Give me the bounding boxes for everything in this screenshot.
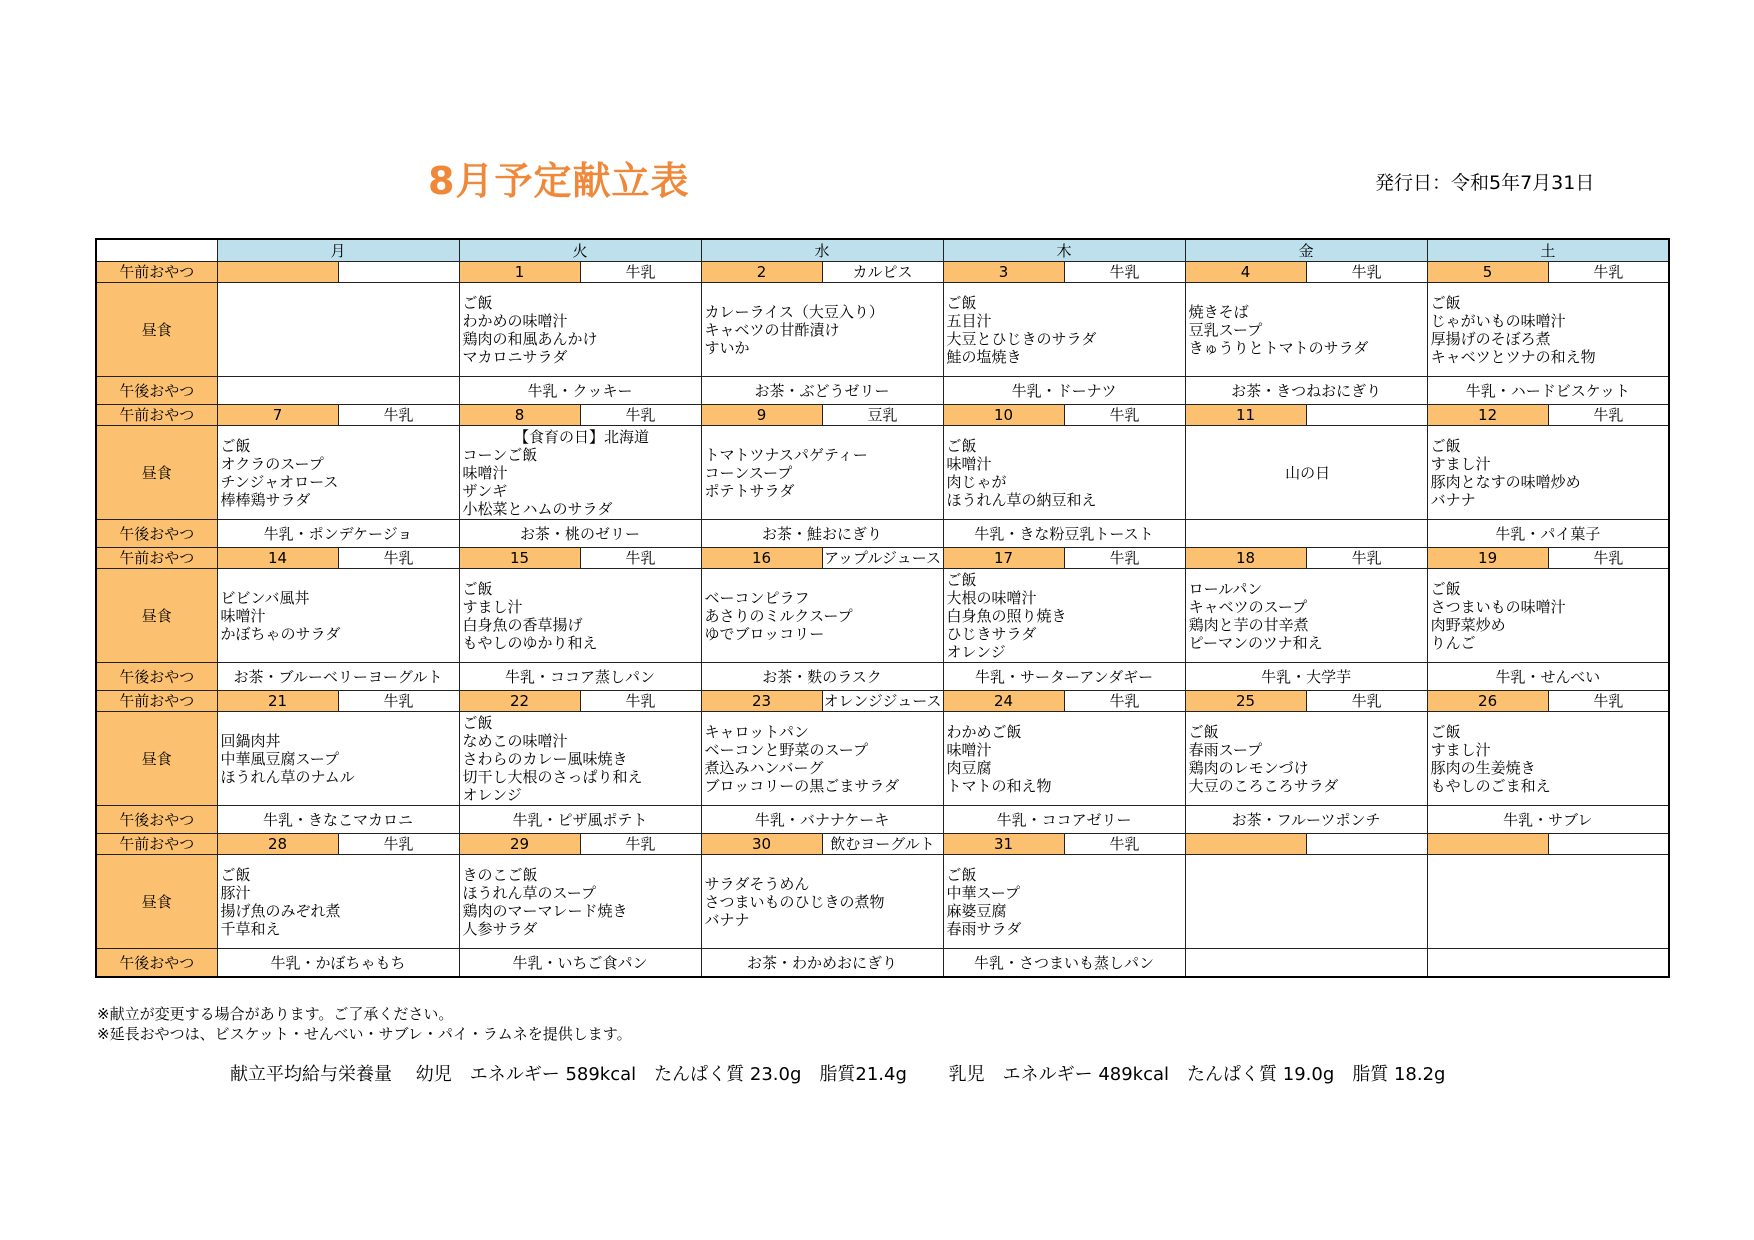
lunch-cell: [1427, 426, 1669, 520]
lunch-item: 豚汁: [220, 883, 251, 902]
lunch-cell: [701, 712, 943, 806]
lunch-cell: [1427, 855, 1669, 949]
pm-snack: 牛乳・大学芋: [1185, 663, 1427, 691]
lunch-item: すまし汁: [1430, 740, 1491, 759]
lunch-item: あさりのミルクスープ: [704, 606, 853, 625]
nutrition-summary: 献立平均給与栄養量 幼児 エネルギー 589kcal たんぱく質 23.0g 脂質21.4g 乳児 エネルギー 489kcal たんぱく質 19.0g 脂質 18.2g: [230, 1064, 1446, 1085]
date-cell: [1185, 834, 1306, 855]
pm-snack: 牛乳・クッキー: [459, 377, 701, 405]
lunch-item: ベーコンピラフ: [704, 588, 810, 607]
am-drink: 牛乳: [580, 548, 701, 569]
pm-snack: 牛乳・ココア蒸しパン: [459, 663, 701, 691]
pm-snack: 牛乳・ココアゼリー: [943, 806, 1185, 834]
weekday-header-row: [96, 239, 1669, 262]
date-cell: 1: [459, 262, 580, 283]
lunch-item: ベーコンと野菜のスープ: [704, 740, 869, 759]
pm-snack: [1185, 520, 1427, 548]
lunch-item: ロールパン: [1188, 579, 1263, 598]
lunch-item: ほうれん草のスープ: [462, 883, 597, 902]
lunch-cell: [943, 712, 1185, 806]
lunch-item: ブロッコリーの黒ごまサラダ: [704, 776, 900, 795]
row-label-pm: 午後おやつ: [96, 663, 217, 691]
weekday-header: 水: [701, 239, 943, 262]
lunch-item: キャベツのスープ: [1188, 597, 1308, 616]
am-drink: [1306, 834, 1427, 855]
row-label-am: 午前おやつ: [96, 691, 217, 712]
pm-snack: [217, 377, 459, 405]
lunch-item: 春雨スープ: [1188, 740, 1263, 759]
lunch-item: トマトの和え物: [946, 776, 1052, 795]
lunch-cell: [459, 855, 701, 949]
pm-snack: お茶・フルーツポンチ: [1185, 806, 1427, 834]
lunch-item: すまし汁: [462, 597, 523, 616]
lunch-item: 味噌汁: [946, 454, 992, 473]
date-cell: 15: [459, 548, 580, 569]
lunch-cell: [217, 855, 459, 949]
lunch-cell: [459, 426, 701, 520]
pm-snack: 牛乳・いちご食パン: [459, 949, 701, 978]
lunch-item: さつまいものひじきの煮物: [704, 892, 885, 911]
lunch-cell: [459, 569, 701, 663]
lunch-cell: [943, 283, 1185, 377]
lunch-item: 切干し大根のさっぱり和え: [462, 767, 643, 786]
row-label-am: 午前おやつ: [96, 834, 217, 855]
lunch-item: きのこご飯: [462, 865, 538, 884]
pm-snack: 牛乳・パイ菓子: [1427, 520, 1669, 548]
lunch-item: オクラのスープ: [220, 454, 324, 473]
lunch-item: トマトツナスパゲティー: [704, 445, 868, 464]
am-drink: 牛乳: [1306, 548, 1427, 569]
date-cell: 3: [943, 262, 1064, 283]
pm-snack: お茶・わかめおにぎり: [701, 949, 943, 978]
note-line: ※献立が変更する場合があります。ご了承ください。: [97, 1005, 454, 1023]
lunch-item: 大豆とひじきのサラダ: [946, 329, 1097, 348]
lunch-item: キャベツの甘酢漬け: [704, 320, 840, 339]
date-cell: 24: [943, 691, 1064, 712]
page-title: 8月予定献立表: [428, 159, 690, 203]
lunch-item: バナナ: [1430, 490, 1476, 509]
lunch-cell: [217, 569, 459, 663]
row-label-am: 午前おやつ: [96, 548, 217, 569]
row-label-pm: 午後おやつ: [96, 806, 217, 834]
am-drink: カルピス: [822, 262, 943, 283]
lunch-item: オレンジ: [946, 642, 1006, 661]
date-cell: 4: [1185, 262, 1306, 283]
lunch-item: 麻婆豆腐: [946, 901, 1007, 920]
am-drink: 牛乳: [338, 691, 459, 712]
lunch-item: きゅうりとトマトのサラダ: [1188, 338, 1369, 357]
lunch-item: 煮込みハンバーグ: [704, 758, 824, 777]
pm-snack-row: [96, 663, 1669, 691]
lunch-item: ご飯: [462, 713, 493, 732]
menu-table: [95, 238, 1670, 978]
date-cell: [1427, 834, 1548, 855]
lunch-item: ご飯: [220, 436, 251, 455]
date-cell: 17: [943, 548, 1064, 569]
lunch-item: 鶏肉のレモンづけ: [1188, 758, 1309, 777]
lunch-item: 豆乳スープ: [1188, 320, 1263, 339]
lunch-row: [96, 426, 1669, 520]
pm-snack: お茶・桃のゼリー: [459, 520, 701, 548]
weekday-header: 火: [459, 239, 701, 262]
lunch-item: ご飯: [220, 865, 251, 884]
lunch-cell: [217, 426, 459, 520]
row-label-pm: 午後おやつ: [96, 949, 217, 978]
lunch-item: かぼちゃのサラダ: [220, 624, 341, 643]
am-snack-row: [96, 834, 1669, 855]
weekday-header: 月: [217, 239, 459, 262]
lunch-cell: [1427, 569, 1669, 663]
lunch-row: [96, 283, 1669, 377]
lunch-item: キャベツとツナの和え物: [1430, 347, 1596, 366]
header-corner: [96, 239, 217, 262]
lunch-item: 人参サラダ: [462, 919, 538, 938]
am-drink: 牛乳: [580, 834, 701, 855]
date-cell: 8: [459, 405, 580, 426]
lunch-item: コーンご飯: [462, 445, 538, 464]
date-cell: 7: [217, 405, 338, 426]
lunch-item: 豚肉の生姜焼き: [1430, 758, 1536, 777]
pm-snack: 牛乳・かぼちゃもち: [217, 949, 459, 978]
date-cell: 14: [217, 548, 338, 569]
lunch-item: 豚肉となすの味噌炒め: [1430, 472, 1581, 491]
lunch-item: なめこの味噌汁: [462, 731, 568, 750]
lunch-item: キャロットパン: [704, 722, 809, 741]
lunch-item: 山の日: [1285, 463, 1331, 482]
pm-snack-row: [96, 520, 1669, 548]
notes: [97, 1004, 632, 1044]
lunch-cell: [1185, 712, 1427, 806]
am-drink: 牛乳: [1064, 691, 1185, 712]
am-drink: オレンジジュース: [823, 692, 942, 710]
am-drink: 牛乳: [1064, 548, 1185, 569]
lunch-item: すまし汁: [1430, 454, 1491, 473]
am-drink: 牛乳: [1064, 405, 1185, 426]
lunch-item: ピーマンのツナ和え: [1188, 633, 1323, 652]
lunch-item: 焼きそば: [1188, 302, 1249, 321]
row-label-lunch: 昼食: [96, 855, 217, 949]
am-drink: 牛乳: [580, 691, 701, 712]
date-cell: 28: [217, 834, 338, 855]
lunch-item: 鶏肉の和風あんかけ: [462, 329, 598, 348]
lunch-cell: [1185, 283, 1427, 377]
lunch-item: ご飯: [1430, 722, 1461, 741]
lunch-item: ご飯: [1430, 293, 1461, 312]
lunch-item: 肉豆腐: [946, 758, 992, 777]
lunch-item: 棒棒鶏サラダ: [220, 490, 311, 509]
lunch-cell: [1427, 283, 1669, 377]
date-cell: 22: [459, 691, 580, 712]
am-drink: 牛乳: [1548, 691, 1669, 712]
lunch-item: ザンギ: [462, 481, 508, 500]
am-drink: 牛乳: [1548, 405, 1669, 426]
lunch-item: ご飯: [946, 293, 977, 312]
lunch-item: サラダそうめん: [704, 874, 810, 893]
lunch-item: 大根の味噌汁: [946, 588, 1037, 607]
lunch-cell: [701, 283, 943, 377]
am-drink: 牛乳: [1064, 262, 1185, 283]
am-drink: 牛乳: [1306, 262, 1427, 283]
date-cell: 16: [701, 548, 822, 569]
weekday-header: 金: [1185, 239, 1427, 262]
lunch-item: 大豆のころころサラダ: [1188, 776, 1339, 795]
am-drink: 牛乳: [580, 262, 701, 283]
issue-date: 発行日：令和5年7月31日: [1375, 172, 1595, 194]
lunch-cell: [217, 712, 459, 806]
date-cell: 26: [1427, 691, 1548, 712]
lunch-item: 揚げ魚のみぞれ煮: [220, 901, 341, 920]
am-drink: 牛乳: [338, 834, 459, 855]
am-drink: 牛乳: [338, 548, 459, 569]
lunch-item: 肉野菜炒め: [1430, 615, 1506, 634]
pm-snack: 牛乳・ポンデケージョ: [217, 520, 459, 548]
lunch-cell: [701, 855, 943, 949]
lunch-cell: [459, 283, 701, 377]
row-label-lunch: 昼食: [96, 426, 217, 520]
date-cell: 12: [1427, 405, 1548, 426]
am-drink: 牛乳: [1064, 834, 1185, 855]
lunch-item: りんご: [1430, 633, 1476, 652]
lunch-item: 白身魚の照り焼き: [946, 606, 1067, 625]
pm-snack: 牛乳・ピザ風ポテト: [459, 806, 701, 834]
lunch-item: じゃがいもの味噌汁: [1430, 311, 1566, 330]
lunch-item: 小松菜とハムのサラダ: [462, 499, 613, 518]
lunch-item: さわらのカレー風味焼き: [462, 749, 628, 768]
row-label-am: 午前おやつ: [96, 262, 217, 283]
pm-snack: [1427, 949, 1669, 978]
lunch-item: 鶏肉のマーマレード焼き: [462, 901, 628, 920]
lunch-row: [96, 855, 1669, 949]
lunch-item: ご飯: [1430, 436, 1461, 455]
am-drink: 豆乳: [822, 405, 943, 426]
weekday-header: 土: [1427, 239, 1669, 262]
lunch-cell: [943, 855, 1185, 949]
am-drink: 飲むヨーグルト: [822, 834, 943, 855]
date-cell: 9: [701, 405, 822, 426]
date-cell: 11: [1185, 405, 1306, 426]
date-cell: 31: [943, 834, 1064, 855]
pm-snack-row: [96, 377, 1669, 405]
pm-snack: 牛乳・せんべい: [1427, 663, 1669, 691]
lunch-item: すいか: [704, 338, 750, 357]
lunch-item: マカロニサラダ: [462, 347, 568, 366]
date-cell: 10: [943, 405, 1064, 426]
note-line: ※延長おやつは、ビスケット・せんべい・サブレ・パイ・ラムネを提供します。: [97, 1025, 632, 1043]
pm-snack: 牛乳・バナナケーキ: [701, 806, 943, 834]
lunch-cell: [217, 283, 459, 377]
lunch-cell: [943, 426, 1185, 520]
lunch-cell: [1185, 426, 1427, 520]
lunch-item: ご飯: [462, 579, 493, 598]
lunch-item: バナナ: [704, 910, 750, 929]
am-snack-row: [96, 548, 1669, 569]
date-cell: 21: [217, 691, 338, 712]
lunch-item: もやしのゆかり和え: [462, 633, 598, 652]
lunch-item: ゆでブロッコリー: [704, 624, 825, 643]
lunch-item: コーンスープ: [704, 463, 793, 482]
lunch-cell: [1427, 712, 1669, 806]
lunch-row: [96, 569, 1669, 663]
date-cell: 29: [459, 834, 580, 855]
pm-snack: 牛乳・ドーナツ: [943, 377, 1185, 405]
am-drink: アップルジュース: [822, 548, 943, 569]
lunch-item: わかめご飯: [946, 722, 1022, 741]
am-drink: [1548, 834, 1669, 855]
am-drink: 牛乳: [1548, 262, 1669, 283]
row-label-pm: 午後おやつ: [96, 520, 217, 548]
lunch-item: ひじきサラダ: [946, 624, 1037, 643]
lunch-item: 春雨サラダ: [946, 919, 1022, 938]
date-cell: 23: [701, 691, 822, 712]
lunch-item: 回鍋肉丼: [220, 731, 281, 750]
lunch-cell: [701, 569, 943, 663]
lunch-item: 味噌汁: [946, 740, 992, 759]
am-drink: 牛乳: [338, 405, 459, 426]
lunch-item: ご飯: [462, 293, 493, 312]
lunch-item: ご飯: [946, 570, 977, 589]
lunch-item: ご飯: [1188, 722, 1219, 741]
lunch-item: ご飯: [946, 865, 977, 884]
date-cell: [217, 262, 338, 283]
lunch-item: 味噌汁: [220, 606, 266, 625]
lunch-item: 白身魚の香草揚げ: [462, 615, 583, 634]
lunch-item: 味噌汁: [462, 463, 508, 482]
lunch-item: 肉じゃが: [946, 472, 1007, 491]
pm-snack: お茶・きつねおにぎり: [1185, 377, 1427, 405]
pm-snack: 牛乳・サブレ: [1427, 806, 1669, 834]
lunch-item: ビビンバ風丼: [220, 588, 310, 607]
date-cell: 30: [701, 834, 822, 855]
pm-snack-row: [96, 806, 1669, 834]
pm-snack: [1185, 949, 1427, 978]
lunch-item: 鮭の塩焼き: [946, 347, 1022, 366]
weekday-header: 木: [943, 239, 1185, 262]
am-drink: 牛乳: [580, 405, 701, 426]
pm-snack: お茶・鮭おにぎり: [701, 520, 943, 548]
pm-snack: 牛乳・きな粉豆乳トースト: [943, 520, 1185, 548]
pm-snack: お茶・ぶどうゼリー: [701, 377, 943, 405]
lunch-cell: [459, 712, 701, 806]
lunch-item: オレンジ: [462, 785, 522, 804]
pm-snack-row: [96, 949, 1669, 978]
lunch-cell: [1185, 569, 1427, 663]
lunch-cell: [1185, 855, 1427, 949]
lunch-item: 五目汁: [946, 311, 992, 330]
am-drink: [1306, 405, 1427, 426]
pm-snack: 牛乳・サーターアンダギー: [943, 663, 1185, 691]
pm-snack: 牛乳・ハードビスケット: [1427, 377, 1669, 405]
date-cell: 5: [1427, 262, 1548, 283]
lunch-item: 中華風豆腐スープ: [220, 749, 340, 768]
lunch-item: 中華スープ: [946, 883, 1021, 902]
lunch-item: 【食育の日】北海道: [514, 427, 650, 446]
am-drink: 牛乳: [1306, 691, 1427, 712]
lunch-item: ほうれん草の納豆和え: [946, 490, 1097, 509]
lunch-cell: [701, 426, 943, 520]
am-snack-row: [96, 405, 1669, 426]
row-label-am: 午前おやつ: [96, 405, 217, 426]
lunch-item: チンジャオロース: [220, 472, 339, 491]
am-drink: [338, 262, 459, 283]
date-cell: 19: [1427, 548, 1548, 569]
lunch-item: 厚揚げのそぼろ煮: [1430, 329, 1551, 348]
pm-snack: お茶・麩のラスク: [701, 663, 943, 691]
am-drink: 牛乳: [1548, 548, 1669, 569]
lunch-item: 鶏肉と芋の甘辛煮: [1188, 615, 1309, 634]
date-cell: 25: [1185, 691, 1306, 712]
pm-snack: 牛乳・さつまいも蒸しパン: [943, 949, 1185, 978]
lunch-cell: [943, 569, 1185, 663]
lunch-item: ご飯: [1430, 579, 1461, 598]
pm-snack: 牛乳・きなこマカロニ: [217, 806, 459, 834]
lunch-item: カレーライス（大豆入り）: [704, 302, 884, 321]
lunch-item: ほうれん草のナムル: [220, 767, 355, 786]
date-cell: 18: [1185, 548, 1306, 569]
lunch-row: [96, 712, 1669, 806]
lunch-item: さつまいもの味噌汁: [1430, 597, 1566, 616]
row-label-lunch: 昼食: [96, 569, 217, 663]
row-label-lunch: 昼食: [96, 712, 217, 806]
lunch-item: ポテトサラダ: [704, 481, 795, 500]
lunch-item: ご飯: [946, 436, 977, 455]
am-snack-row: [96, 262, 1669, 283]
date-cell: 2: [701, 262, 822, 283]
row-label-pm: 午後おやつ: [96, 377, 217, 405]
lunch-item: もやしのごま和え: [1430, 776, 1551, 795]
am-snack-row: [96, 691, 1669, 712]
pm-snack: お茶・ブルーベリーヨーグルト: [217, 663, 459, 691]
lunch-item: わかめの味噌汁: [462, 311, 568, 330]
lunch-item: 千草和え: [220, 919, 281, 938]
row-label-lunch: 昼食: [96, 283, 217, 377]
